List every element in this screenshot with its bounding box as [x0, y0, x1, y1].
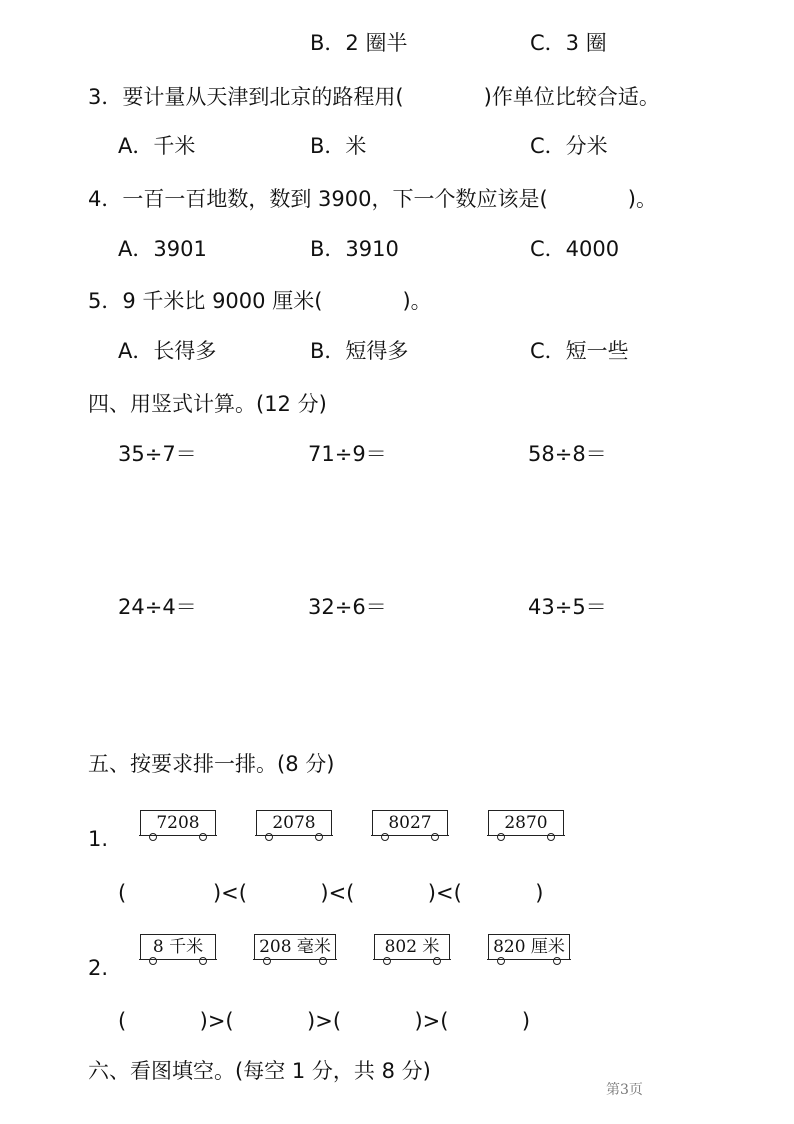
- calc-problem: 58÷8＝: [528, 442, 607, 466]
- length-cart: 802 米: [374, 934, 450, 960]
- length-cart: 208 毫米: [254, 934, 336, 960]
- length-cart: 820 厘米: [488, 934, 570, 960]
- calc-problem: 35÷7＝: [118, 442, 197, 466]
- item-2-answer-blanks: ( )>( )>( )>( ): [118, 1009, 531, 1033]
- item-1-answer-blanks: ( )<( )<( )<( ): [118, 881, 544, 905]
- calc-problem: 32÷6＝: [308, 595, 387, 619]
- wheel-icon: [383, 957, 391, 965]
- number-cart: 2870: [488, 810, 564, 836]
- item-2-number: 2.: [88, 956, 109, 980]
- calc-problem: 71÷9＝: [308, 442, 387, 466]
- wheel-icon: [199, 833, 207, 841]
- wheel-icon: [265, 833, 273, 841]
- section-6-title: 六、看图填空。(每空 1 分，共 8 分): [88, 1059, 431, 1083]
- q5-option-c: C．短一些: [530, 339, 629, 363]
- wheel-icon: [319, 957, 327, 965]
- number-cart: 7208: [140, 810, 216, 836]
- wheel-icon: [381, 833, 389, 841]
- wheel-icon: [553, 957, 561, 965]
- q5-stem: 5．9 千米比 9000 厘米( )。: [88, 289, 432, 313]
- q4-option-c: C．4000: [530, 237, 620, 261]
- wheel-icon: [431, 833, 439, 841]
- wheel-icon: [547, 833, 555, 841]
- wheel-icon: [263, 957, 271, 965]
- q5-option-b: B．短得多: [310, 339, 409, 363]
- item-1-number: 1.: [88, 827, 109, 851]
- wheel-icon: [497, 957, 505, 965]
- q3-option-a: A．千米: [118, 134, 196, 158]
- q4-option-a: A．3901: [118, 237, 207, 261]
- section-4-title: 四、用竖式计算。(12 分): [88, 392, 327, 416]
- q3-option-c: C．分米: [530, 134, 608, 158]
- q2-option-b: B．2 圈半: [310, 31, 408, 55]
- calc-problem: 43÷5＝: [528, 595, 607, 619]
- section-5-title: 五、按要求排一排。(8 分): [88, 752, 335, 776]
- calc-problem: 24÷4＝: [118, 595, 197, 619]
- wheel-icon: [497, 833, 505, 841]
- q3-option-b: B．米: [310, 134, 367, 158]
- q5-option-a: A．长得多: [118, 339, 217, 363]
- length-cart: 8 千米: [140, 934, 216, 960]
- q2-option-c: C．3 圈: [530, 31, 607, 55]
- wheel-icon: [433, 957, 441, 965]
- number-cart: 2078: [256, 810, 332, 836]
- wheel-icon: [149, 957, 157, 965]
- wheel-icon: [149, 833, 157, 841]
- wheel-icon: [199, 957, 207, 965]
- page-number: 第3页: [606, 1082, 643, 1098]
- number-cart: 8027: [372, 810, 448, 836]
- q4-option-b: B．3910: [310, 237, 399, 261]
- q3-stem: 3．要计量从天津到北京的路程用( )作单位比较合适。: [88, 85, 660, 109]
- wheel-icon: [315, 833, 323, 841]
- q4-stem: 4．一百一百地数，数到 3900，下一个数应该是( )。: [88, 187, 657, 211]
